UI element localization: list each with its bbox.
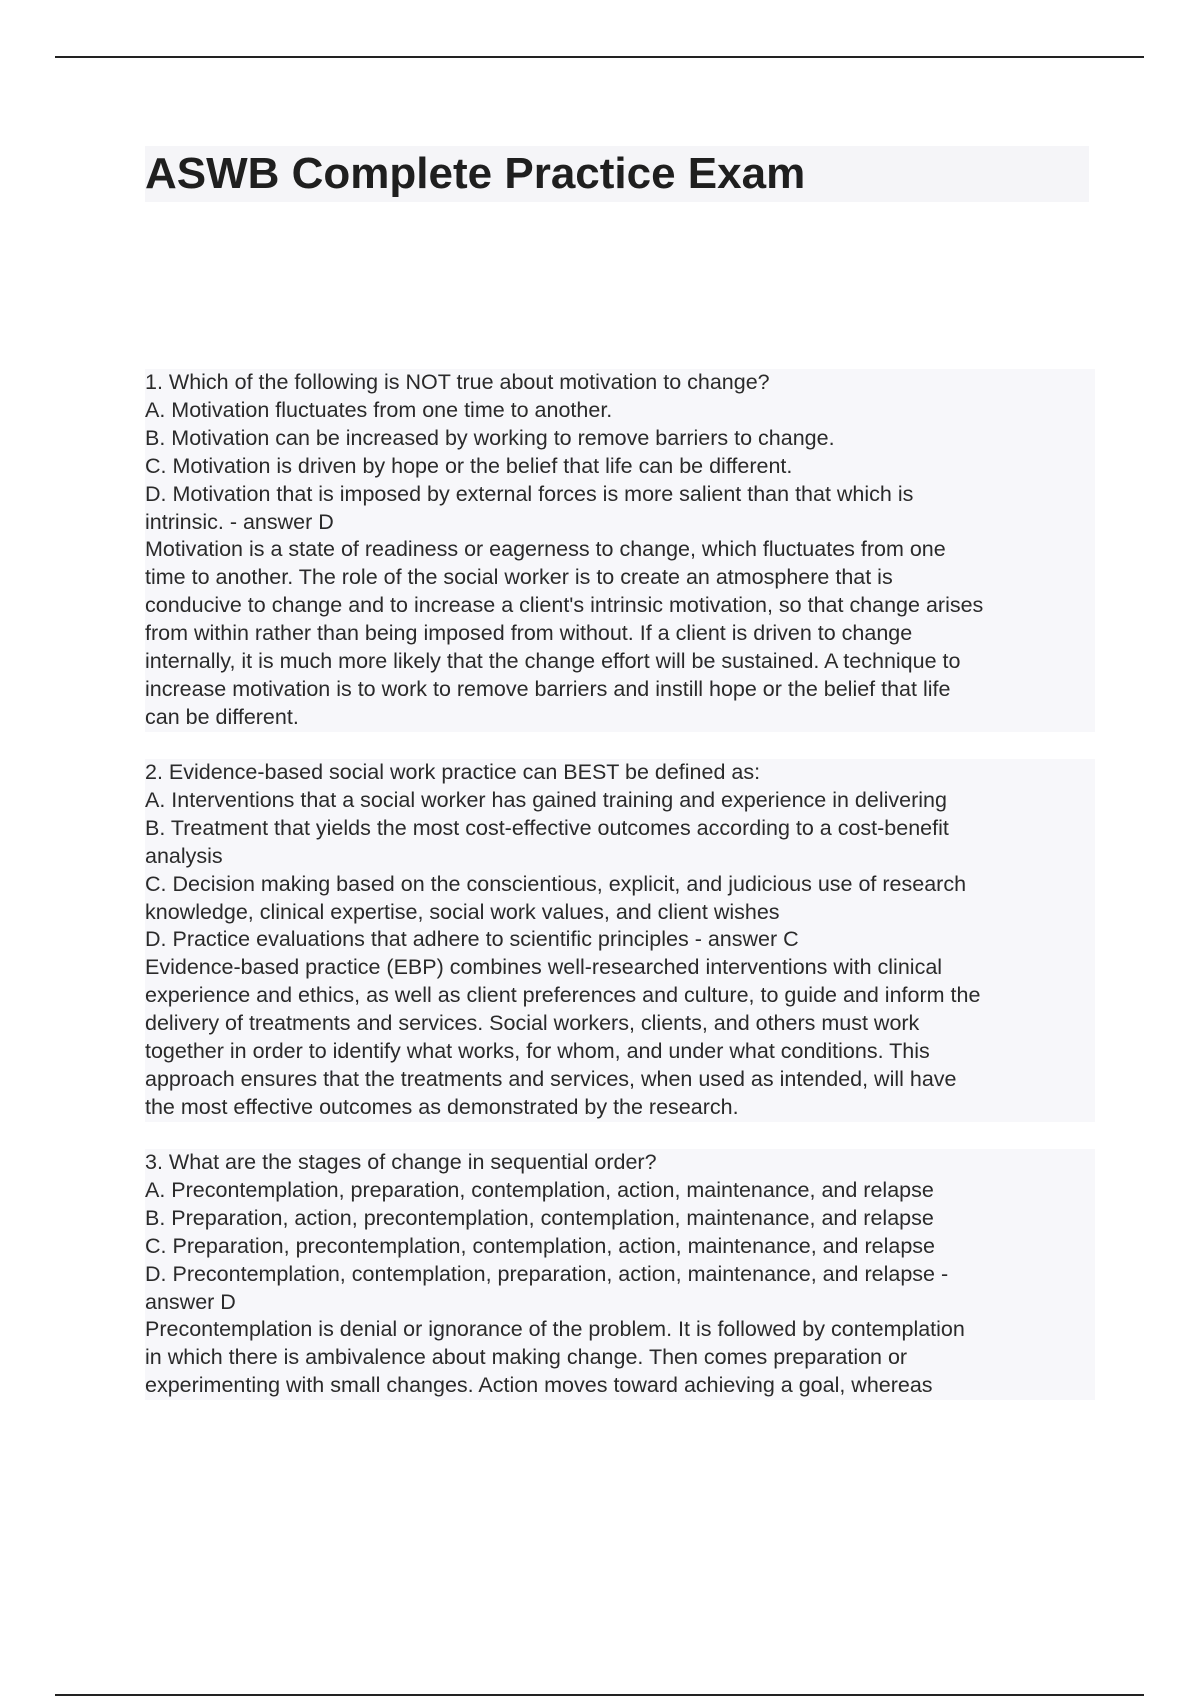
option-c: C. Decision making based on the conscientious, explicit, and judicious use of research (145, 871, 967, 896)
question-2 (145, 759, 1095, 1122)
question-stem: 1. Which of the following is NOT true about motivation to change? (145, 370, 770, 394)
explanation-line: can be different. (145, 704, 299, 729)
bottom-rule (55, 1694, 1144, 1696)
option-a: A. Motivation fluctuates from one time to another. (145, 397, 613, 422)
question-stem: 3. What are the stages of change in sequential order? (145, 1150, 657, 1174)
answer-line: intrinsic. - answer D (145, 509, 334, 534)
question-1 (145, 369, 1095, 732)
explanation-line: the most effective outcomes as demonstrated by the research. (145, 1094, 739, 1119)
option-a: A. Interventions that a social worker has gained training and experience in delivering (145, 787, 947, 812)
page-title: ASWB Complete Practice Exam (145, 149, 806, 198)
option-d-answer: D. Practice evaluations that adhere to scientific principles - answer C (145, 927, 799, 952)
option-b: B. Motivation can be increased by working to remove barriers to change. (145, 425, 835, 450)
option-b-cont: analysis (145, 843, 223, 868)
option-a: A. Precontemplation, preparation, contemplation, action, maintenance, and relapse (145, 1177, 934, 1202)
explanation-line: from within rather than being imposed from without. If a client is driven to change (145, 621, 913, 646)
explanation-line: increase motivation is to work to remove barriers and instill hope or the belief that life (145, 676, 951, 701)
option-c: C. Preparation, precontemplation, contemplation, action, maintenance, and relapse (145, 1233, 935, 1258)
question-stem: 2. Evidence-based social work practice can BEST be defined as: (145, 760, 761, 784)
explanation-line: experimenting with small changes. Action moves toward achieving a goal, whereas (145, 1373, 933, 1398)
option-b: B. Preparation, action, precontemplation, contemplation, maintenance, and relapse (145, 1205, 934, 1230)
explanation-line: Motivation is a state of readiness or eagerness to change, which fluctuates from one (145, 537, 946, 562)
answer-line: answer D (145, 1289, 236, 1314)
explanation-line: internally, it is much more likely that the change effort will be sustained. A technique to (145, 649, 961, 674)
explanation-line: Precontemplation is denial or ignorance of the problem. It is followed by contemplation (145, 1317, 965, 1342)
explanation-line: experience and ethics, as well as client preferences and culture, to guide and inform the (145, 983, 981, 1008)
explanation-line: conducive to change and to increase a client's intrinsic motivation, so that change arises (145, 593, 984, 618)
option-c: C. Motivation is driven by hope or the belief that life can be different. (145, 453, 793, 478)
question-3 (145, 1149, 1095, 1400)
explanation-line: together in order to identify what works, for whom, and under what conditions. This (145, 1039, 930, 1064)
explanation-line: delivery of treatments and services. Social workers, clients, and others must work (145, 1011, 920, 1036)
option-d: D. Precontemplation, contemplation, preparation, action, maintenance, and relapse - (145, 1261, 949, 1286)
top-rule (55, 56, 1144, 58)
explanation-line: in which there is ambivalence about making change. Then comes preparation or (145, 1345, 908, 1370)
explanation-line: approach ensures that the treatments and services, when used as intended, will have (145, 1066, 957, 1091)
option-b: B. Treatment that yields the most cost-effective outcomes according to a cost-benefit (145, 815, 949, 840)
explanation-line: time to another. The role of the social worker is to create an atmosphere that is (145, 565, 893, 590)
option-c-cont: knowledge, clinical expertise, social work values, and client wishes (145, 899, 780, 924)
explanation-line: Evidence-based practice (EBP) combines well-researched interventions with clinical (145, 955, 943, 980)
option-d: D. Motivation that is imposed by external forces is more salient than that which is (145, 481, 914, 506)
